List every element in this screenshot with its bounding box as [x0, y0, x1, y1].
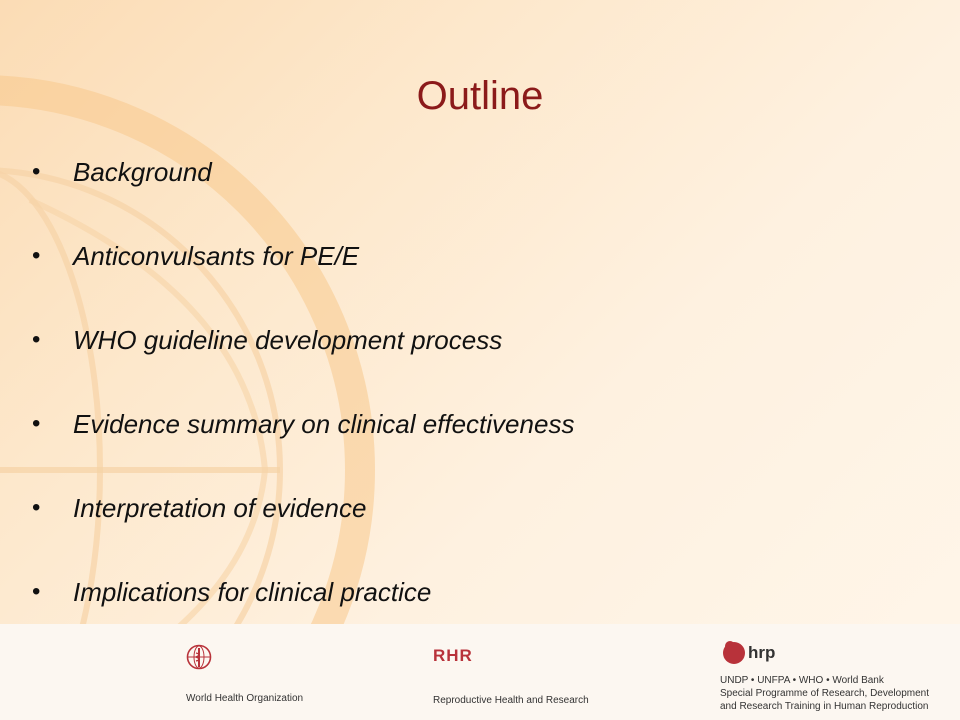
bullet-text: Anticonvulsants for PE/E: [73, 241, 360, 271]
logo-footer: [0, 624, 960, 720]
hrp-mark: hrp: [748, 643, 776, 662]
hrp-emblem-icon: [720, 638, 748, 666]
bullet-text: Background: [73, 157, 212, 187]
bullet-marker: •: [32, 242, 41, 269]
hrp-line: UNDP • UNFPA • WHO • World Bank: [720, 675, 884, 686]
bullet-text: WHO guideline development process: [73, 325, 503, 355]
bullet-marker: •: [32, 494, 41, 521]
bullet-text: Evidence summary on clinical effectiveness: [73, 409, 575, 439]
bullet-text: Implications for clinical practice: [73, 577, 432, 607]
bullet-marker: •: [32, 326, 41, 353]
bullet-marker: •: [32, 578, 41, 605]
bullet-text: Interpretation of evidence: [73, 493, 367, 523]
bullet-marker: •: [32, 158, 41, 185]
rhr-label: Reproductive Health and Research: [433, 695, 589, 706]
hrp-line: and Research Training in Human Reproduction: [720, 701, 929, 712]
bullet-marker: •: [32, 410, 41, 437]
hrp-text-block: [720, 674, 929, 713]
who-emblem-icon: [186, 644, 212, 670]
hrp-line: Special Programme of Research, Development: [720, 688, 929, 699]
slide-title: Outline: [416, 74, 544, 118]
rhr-mark: RHR: [433, 646, 473, 665]
who-label: World Health Organization: [186, 693, 304, 704]
